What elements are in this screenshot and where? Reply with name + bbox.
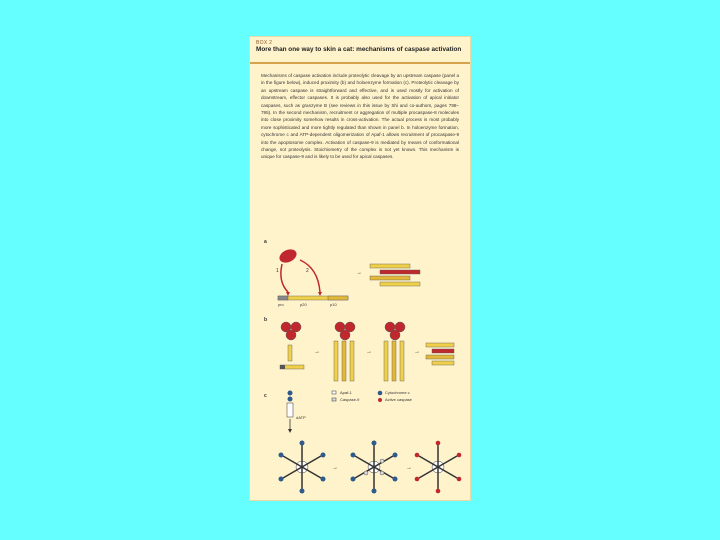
svg-text:→: → — [406, 465, 412, 471]
cleavage-label-1: 1 — [276, 268, 279, 274]
svg-text:→: → — [414, 349, 420, 355]
svg-text:→: → — [366, 349, 372, 355]
panel-b-letter: b — [264, 317, 268, 323]
title-divider — [250, 62, 470, 64]
panel-a-letter: a — [264, 239, 267, 245]
box-title: More than one way to skin a cat: mechanisms of caspase activation — [256, 46, 462, 53]
panel-c-letter: c — [264, 393, 267, 399]
atp-label: dATP — [296, 415, 306, 420]
box-body-text: Mechanisms of caspase activation include proteolytic cleavage by an upstream caspase (panel a in the figure below), induced proximity (b) and holoenzyme formation (c). Proteolytic cleavage by an upstream caspase is straightforward and effective, and is used mostly for activation of downstream, effector caspases. It is probably also used for the activation of apical initiator caspases, such as granzyme B (see reviews in this issue by Shi and co-authors, pages 788–795). In the second mechanism, recruitment or aggregation of multiple procaspase-8 molecules into close proximity somehow results in cross-activation. The actual process is most probably more sophisticated and more tightly regulated than shown in panel b. In holoenzyme formation, cytochrome c and ATP-dependent oligomerization of Apaf-1 allows recruitment of procaspase-9 into the apoptosome complex. Activation of caspase-9 is mediated by means of conformational change, not proteolysis. Stoichiometry of the complex is not yet known. This mechanism is unique for caspase-9 and is likely to be used for apical caspases. — [261, 73, 459, 160]
svg-text:→: → — [332, 465, 338, 471]
legend-casp9: Caspase-9 — [340, 397, 360, 402]
article-box — [250, 37, 470, 500]
box-label: BOX 2 — [256, 40, 273, 46]
panel-a-figure — [270, 242, 460, 307]
panel-b-figure — [270, 317, 460, 389]
svg-text:→: → — [314, 349, 320, 355]
svg-text:→: → — [356, 270, 362, 276]
panel-c-figure — [270, 389, 465, 497]
subunit-pro: pro — [278, 302, 284, 307]
subunit-p20: p20 — [300, 302, 307, 307]
legend-active: Active caspase — [385, 397, 412, 402]
cleavage-label-2: 2 — [306, 268, 309, 274]
subunit-p10: p10 — [330, 302, 337, 307]
legend-apaf: Apaf-1 — [340, 390, 352, 395]
legend-cyto: Cytochrome c — [385, 390, 410, 395]
